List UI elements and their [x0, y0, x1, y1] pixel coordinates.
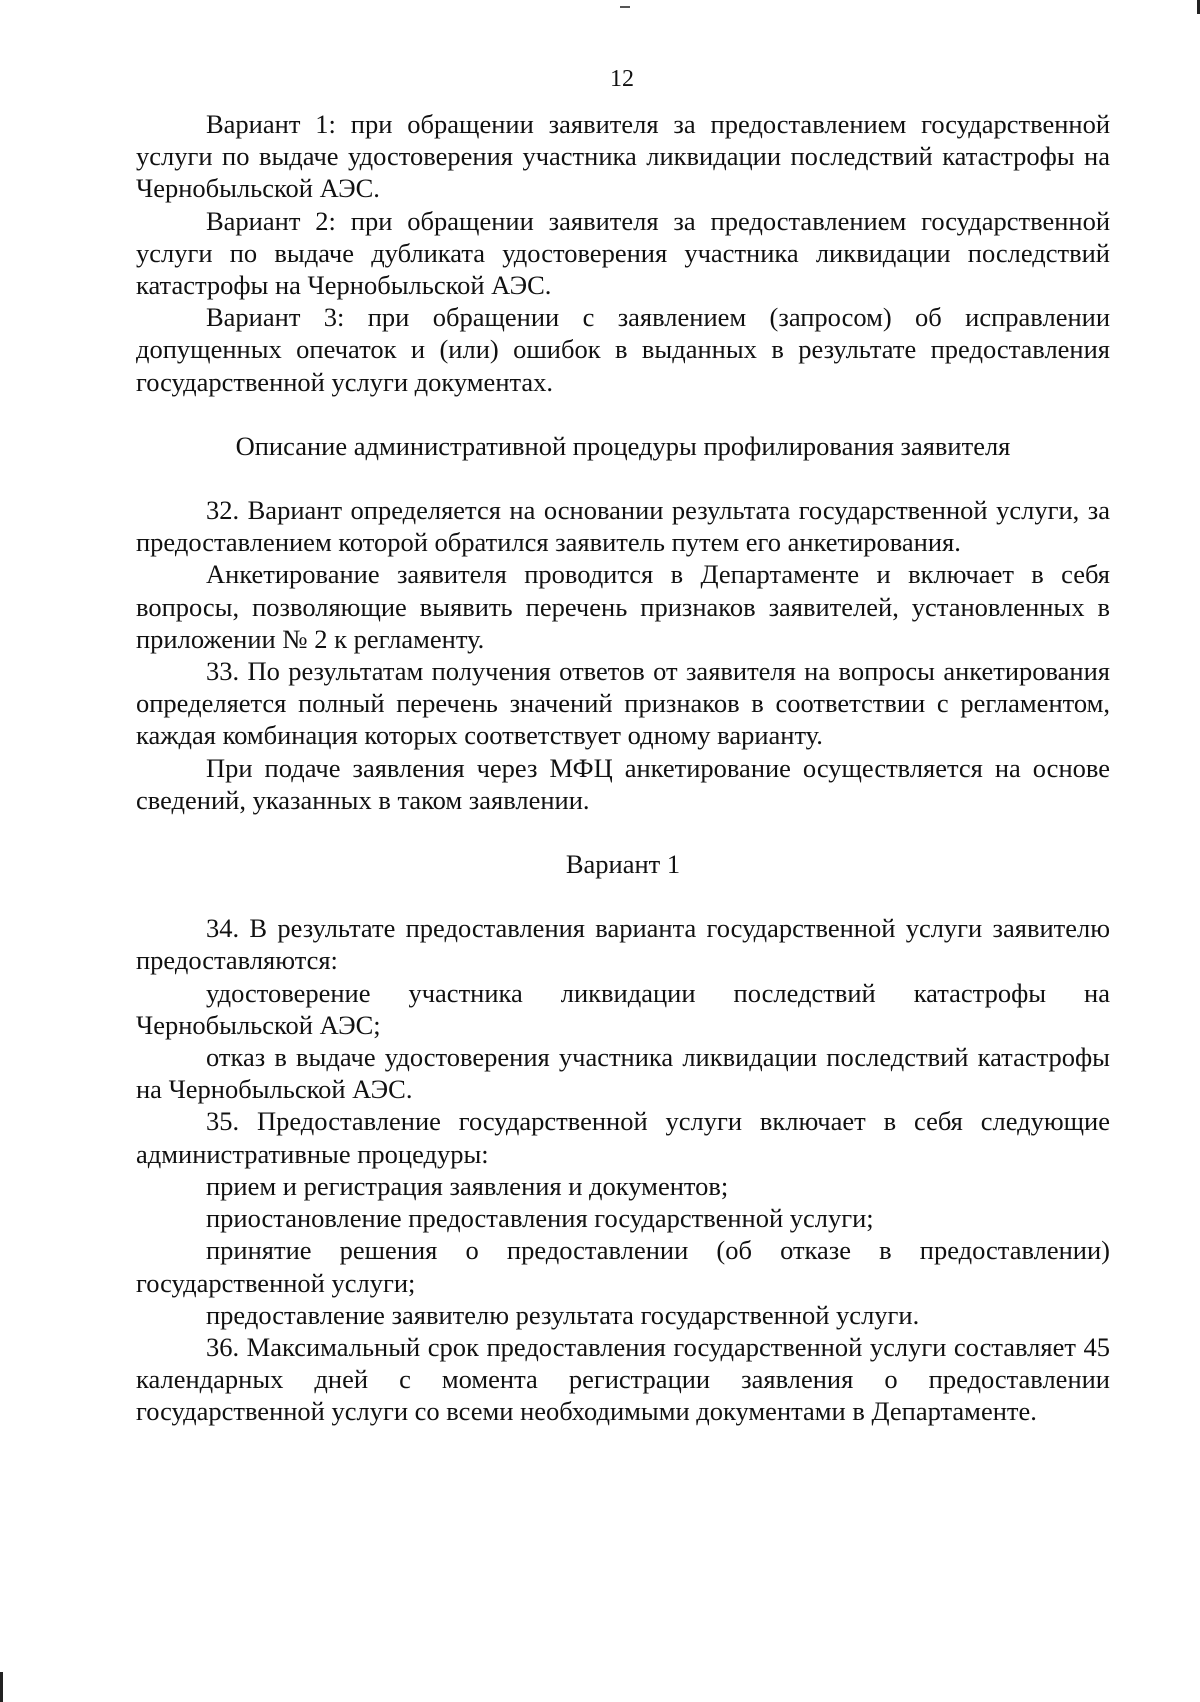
paragraph-variant-3: Вариант 3: при обращении с заявлением (запросом) об исправлении допущенных опечаток и (или) ошибок в выданных в результате предоставления государственной услуги документах.	[136, 302, 1110, 397]
paragraph-35-decision: принятие решения о предоставлении (об отказе в предоставлении) государственной услуги;	[136, 1235, 1110, 1298]
paragraph-34: 34. В результате предоставления варианта государственной услуги заявителю предоставляются:	[136, 913, 1110, 976]
paragraph-35-reception: прием и регистрация заявления и документов;	[206, 1170, 729, 1201]
paragraph-33: 33. По результатам получения ответов от заявителя на вопросы анкетирования определяется полный перечень значений признаков в соответствии с регламентом, каждая комбинация которых соответствует одному варианту.	[136, 656, 1110, 751]
paragraph-35-suspension: приостановление предоставления государственной услуги;	[206, 1203, 874, 1234]
scan-mark	[0, 1672, 3, 1702]
section-heading-variant-1: Вариант 1	[565, 849, 681, 880]
paragraph-variant-1: Вариант 1: при обращении заявителя за предоставлением государственной услуги по выдаче удостоверения участника ликвидации последствий катастрофы на Чернобыльской АЭС.	[136, 109, 1110, 204]
paragraph-32-questionnaire: Анкетирование заявителя проводится в Департаменте и включает в себя вопросы, позволяющие выявить перечень признаков заявителей, установленных в приложении № 2 к регламенту.	[136, 559, 1110, 654]
paragraph-35-result: предоставление заявителю результата государственной услуги.	[206, 1299, 920, 1330]
document-body	[136, 108, 1110, 1428]
section-heading-profiling: Описание административной процедуры профилирования заявителя	[235, 430, 1011, 461]
scan-mark	[620, 6, 630, 8]
paragraph-35: 35. Предоставление государственной услуги включает в себя следующие административные процедуры:	[136, 1106, 1110, 1169]
paragraph-34-certificate: удостоверение участника ликвидации последствий катастрофы на Чернобыльской АЭС;	[136, 977, 1110, 1040]
paragraph-36: 36. Максимальный срок предоставления государственной услуги составляет 45 календарных дней с момента регистрации заявления о предоставлении государственной услуги со всеми необходимыми документами в Департаменте.	[136, 1331, 1110, 1427]
paragraph-32: 32. Вариант определяется на основании результата государственной услуги, за предоставлением которой обратился заявитель путем его анкетирования.	[136, 495, 1110, 558]
paragraph-34-refusal: отказ в выдаче удостоверения участника ликвидации последствий катастрофы на Чернобыльской АЭС.	[136, 1042, 1110, 1105]
paragraph-33-mfc: При подаче заявления через МФЦ анкетирование осуществляется на основе сведений, указанных в таком заявлении.	[136, 752, 1110, 815]
page-number: 12	[610, 66, 634, 92]
paragraph-variant-2: Вариант 2: при обращении заявителя за предоставлением государственной услуги по выдаче дубликата удостоверения участника ликвидации последствий катастрофы на Чернобыльской АЭС.	[136, 205, 1110, 301]
